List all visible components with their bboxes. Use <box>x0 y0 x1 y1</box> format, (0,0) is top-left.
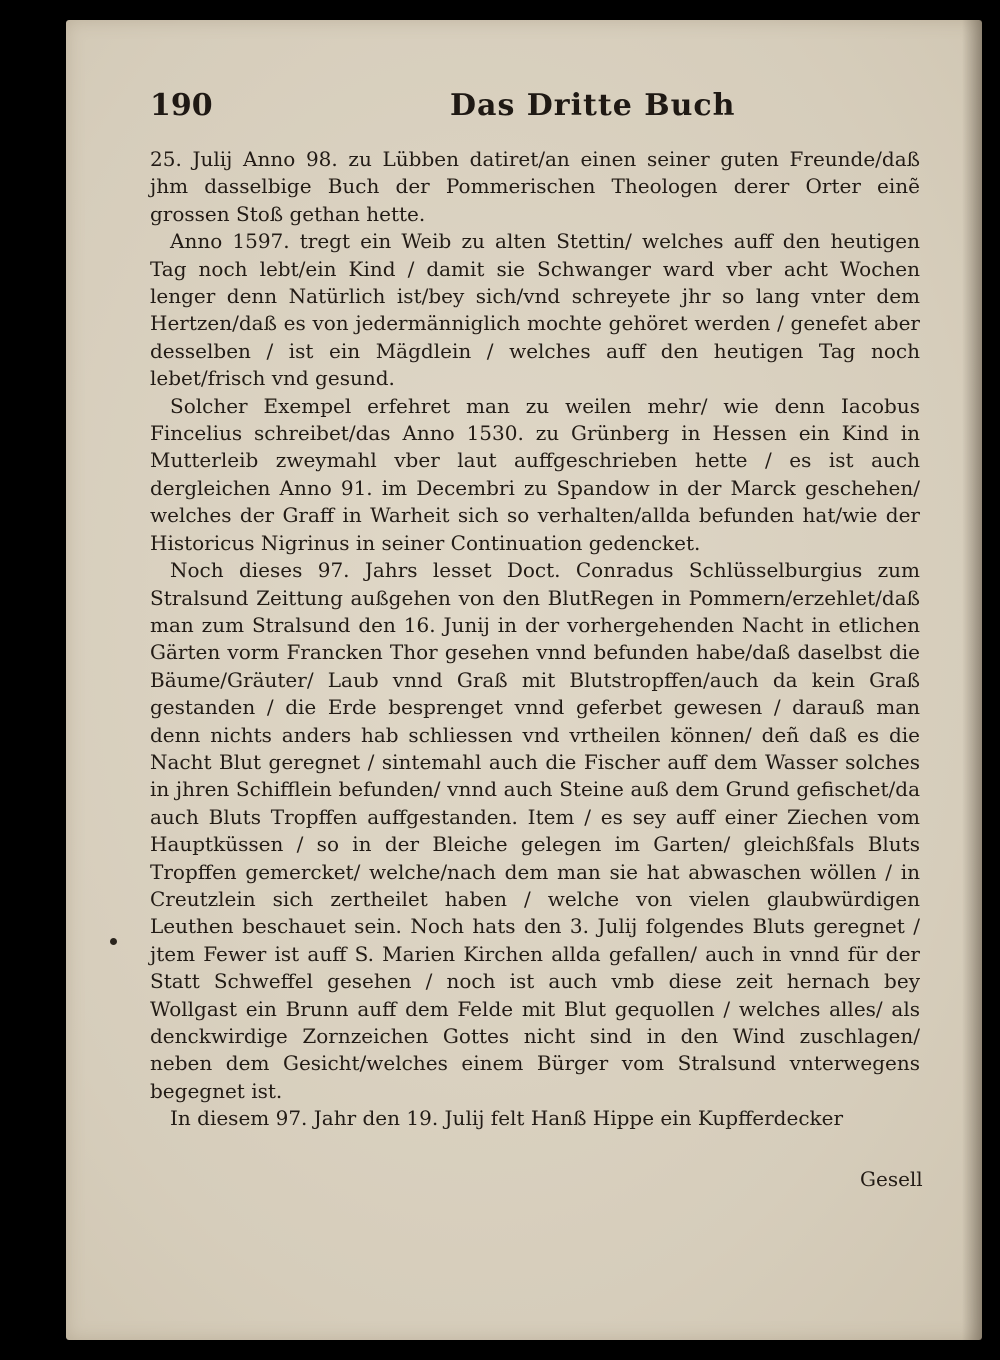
catchword: Gesell <box>860 1167 923 1191</box>
paragraph-fincelius: Solcher Exempel erfehret man zu weilen mehr/ wie denn Iacobus Fincelius schreibet/das Anno 1530. zu Grünberg in Hessen ein Kind in Mutterleib zweymahl vber laut auffgeschrieben hette / es ist auch dergleichen Anno 91. im Decembri zu Spandow in der Marck geschehen/ welches der Graff in Warheit sich so verhalten/allda befunden hat/wie der Historicus Nigrinus in seiner Continuation gedencket. <box>150 393 920 555</box>
paragraph-blutregen: Noch dieses 97. Jahrs lesset Doct. Conradus Schlüsselburgius zum Stralsund Zeittung außgehen von den BlutRegen in Pommern/erzehlet/daß man zum Stralsund den 16. Junij in der vorhergehenden Nacht in etlichen Gärten vorm Francken Thor gesehen vnnd befunden habe/daß daselbst die Bäume/Gräuter/ Laub vnnd Graß mit Blutstropffen/auch da kein Graß gestanden / die Erde besprenget vnnd geferbet gewesen / darauß man denn nichts anders hab schliessen vnd vrtheilen können/ deñ daß es die Nacht Blut geregnet / sintemahl auch die Fischer auff dem Wasser solches in jhren Schifflein befunden/ vnnd auch Steine auß dem Grund gefischet/da auch Bluts Tropffen auffgestanden. Item / es sey auff einer Ziechen vom Hauptküssen / so in der Bleiche gelegen im Garten/ gleichßfals Bluts Tropffen gemercket/ welche/nach dem man sie hat abwaschen wöllen / in Creutzlein sich zertheilet haben / welche von vielen glaubwürdigen Leuthen beschauet sein. Noch hats den 3. Julij folgendes Bluts geregnet / jtem Fewer ist auff S. Marien Kirchen allda gefallen/ auch in vnnd für der Statt Schweffel gesehen / noch ist auch vmb diese zeit hernach bey Wollgast ein Brunn auff dem Felde mit Blut gequollen / welches alles/ als denckwirdige Zornzeichen Gottes nicht sind in den Wind zuschlagen/ neben dem Gesicht/welches einem Bürger vom Stralsund vnterwegens begegnet ist. <box>150 558 920 1103</box>
page-header <box>150 88 920 132</box>
paragraph-hippe: In diesem 97. Jahr den 19. Julij felt Hanß Hippe ein Kupfferdecker <box>170 1106 844 1131</box>
paragraph-continuation: 25. Julij Anno 98. zu Lübben datiret/an einen seiner guten Freunde/daß jhm dasselbige Buch der Pommerischen Theologen derer Orter einẽ grossen Stoß gethan hette. <box>150 147 920 226</box>
paragraph-stettin: Anno 1597. tregt ein Weib zu alten Stettin/ welches auff den heutigen Tag noch lebt/ein Kind / damit sie Schwanger ward vber acht Wochen lenger denn Natürlich ist/bey sich/vnd schreyete jhr so lang vnter dem Hertzen/daß es von jedermänniglich mochte gehöret werden / genefet aber desselben / ist ein Mägdlein / welches auff den heutigen Tag noch lebet/frisch vnd gesund. <box>150 229 920 391</box>
running-title: Das Dritte Buch <box>450 88 736 123</box>
page-body <box>150 146 920 1133</box>
page-number: 190 <box>150 88 213 123</box>
margin-ink-dot <box>110 938 117 945</box>
page-gutter-shadow <box>962 20 982 1340</box>
